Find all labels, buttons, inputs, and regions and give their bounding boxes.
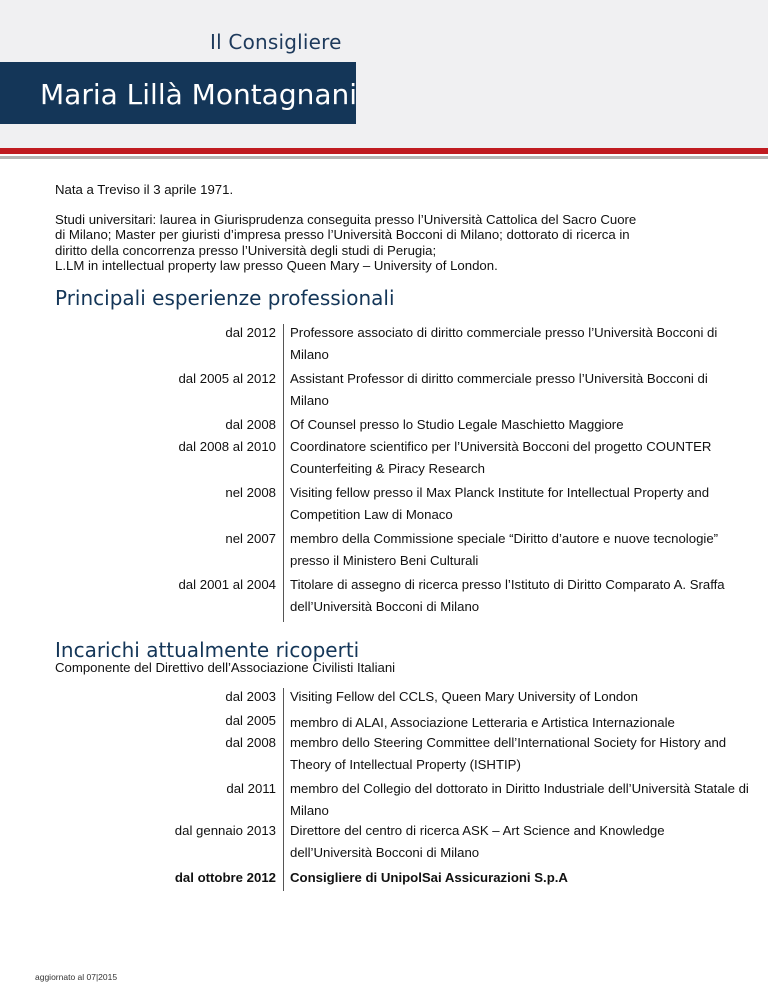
row-description: membro di ALAI, Associazione Letteraria e Artistica Internazionale bbox=[290, 715, 675, 730]
current-roles-heading: Incarichi attualmente ricoperti bbox=[55, 638, 360, 662]
row-description: Visiting Fellow del CCLS, Queen Mary University of London bbox=[290, 689, 638, 704]
row-date: nel 2007 bbox=[225, 531, 276, 546]
row-date: dal 2008 bbox=[225, 735, 276, 750]
row-date: dal 2012 bbox=[225, 325, 276, 340]
row-date: dal ottobre 2012 bbox=[174, 870, 276, 885]
update-note: aggiornato al 07|2015 bbox=[35, 972, 118, 982]
row-description: Of Counsel presso lo Studio Legale Maschietto Maggiore bbox=[290, 417, 624, 432]
studies-line: L.LM in intellectual property law presso Queen Mary – University of London. bbox=[55, 258, 498, 273]
studies-line: diritto della concorrenza presso l’Università degli studi di Perugia; bbox=[55, 242, 437, 258]
row-date: dal gennaio 2013 bbox=[174, 823, 276, 838]
studies-line: Studi universitari: laurea in Giurisprudenza conseguita presso l’Università Cattolica del Sacro Cuore bbox=[55, 211, 637, 227]
birth-info: Nata a Treviso il 3 aprile 1971. bbox=[55, 182, 234, 197]
row-date: dal 2003 bbox=[225, 689, 276, 704]
current-roles-subtitle: Componente del Direttivo dell’Associazione Civilisti Italiani bbox=[55, 660, 396, 675]
row-description: membro dello Steering Committee dell’International Society for History and Theory of Intellectual Property (ISHTIP) bbox=[290, 735, 727, 772]
person-name: Maria Lillà Montagnani bbox=[40, 78, 358, 111]
role-title: Il Consigliere bbox=[210, 30, 342, 54]
row-date: dal 2005 bbox=[225, 713, 276, 728]
row-date: dal 2005 al 2012 bbox=[178, 371, 276, 386]
timeline-line bbox=[283, 324, 284, 622]
row-date: dal 2008 al 2010 bbox=[178, 439, 276, 454]
row-description: Assistant Professor di diritto commerciale presso l’Università Bocconi di Milano bbox=[290, 371, 708, 408]
row-description: Professore associato di diritto commerciale presso l’Università Bocconi di Milano bbox=[290, 325, 718, 362]
grey-divider bbox=[0, 156, 768, 159]
row-description: membro del Collegio del dottorato in Diritto Industriale dell’Università Statale di Milano bbox=[290, 781, 749, 818]
studies-line: di Milano; Master per giuristi d’impresa presso l’Università Bocconi di Milano; dottorato di ricerca in bbox=[55, 227, 630, 242]
row-description: Consigliere di UnipolSai Assicurazioni S.p.A bbox=[290, 870, 568, 885]
row-description: Coordinatore scientifico per l’Università Bocconi del progetto COUNTER Counterfeiting & Piracy Research bbox=[290, 439, 712, 476]
row-description: Titolare di assegno di ricerca presso l’Istituto di Diritto Comparato A. Sraffa dell’Università Bocconi di Milano bbox=[290, 577, 725, 614]
row-date: dal 2008 bbox=[225, 417, 276, 432]
row-description: membro della Commissione speciale “Diritto d’autore e nuove tecnologie” presso il Ministero Beni Culturali bbox=[290, 531, 719, 568]
experience-heading: Principali esperienze professionali bbox=[55, 286, 395, 310]
row-date: nel 2008 bbox=[225, 485, 276, 500]
row-date: dal 2011 bbox=[226, 781, 276, 796]
red-divider bbox=[0, 148, 768, 154]
timeline-line bbox=[283, 688, 284, 891]
row-description: Direttore del centro di ricerca ASK – Art Science and Knowledge dell’Università Bocconi di Milano bbox=[290, 823, 665, 860]
row-date: dal 2001 al 2004 bbox=[178, 577, 276, 592]
intro-block bbox=[55, 182, 735, 274]
row-description: Visiting fellow presso il Max Planck Institute for Intellectual Property and Competition Law di Monaco bbox=[290, 485, 710, 522]
